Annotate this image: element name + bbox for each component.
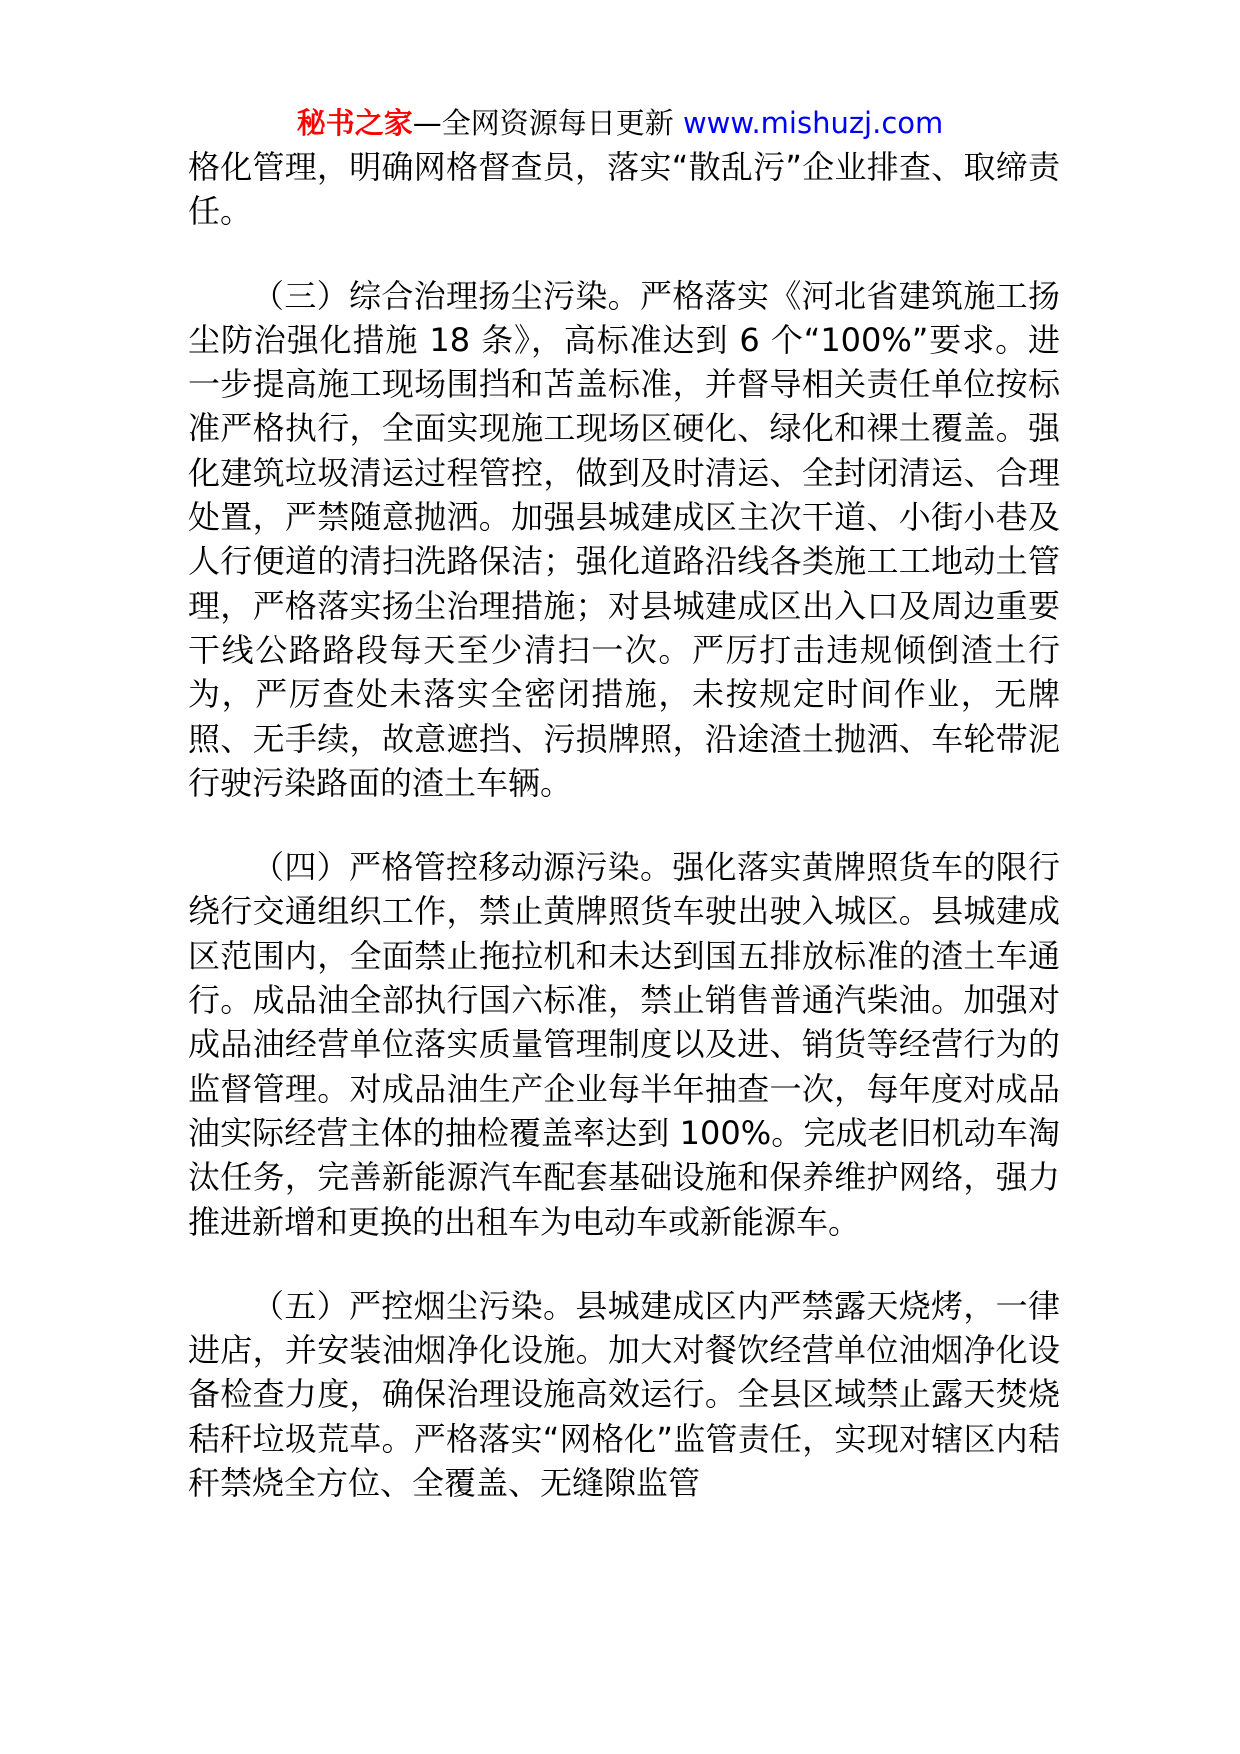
- paragraph-section-5: （五）严控烟尘污染。县城建成区内严禁露天烧烤，一律进店，并安装油烟净化设施。加大对餐饮经营单位油烟净化设备检查力度，确保治理设施高效运行。全县区域禁止露天焚烧秸秆垃圾荒草。严格落实“网格化”监管责任，实现对辖区内秸秆禁烧全方位、全覆盖、无缝隙监管: [188, 1286, 1060, 1503]
- header-tagline: —全网资源每日更新: [412, 106, 683, 140]
- paragraph-continuation: 格化管理，明确网格督查员，落实“散乱污”企业排查、取缔责任。: [188, 148, 1060, 231]
- document-body: [188, 145, 1060, 1505]
- site-header: [0, 102, 1240, 144]
- paragraph-section-4: （四）严格管控移动源污染。强化落实黄牌照货车的限行绕行交通组织工作，禁止黄牌照货车驶出驶入城区。县城建成区范围内，全面禁止拖拉机和未达到国五排放标准的渣土车通行。成品油全部执行国六标准，禁止销售普通汽柴油。加强对成品油经营单位落实质量管理制度以及进、销货等经营行为的监督管理。对成品油生产企业每半年抽查一次，每年度对成品油实际经营主体的抽检覆盖率达到 100%。完成老旧机动车淘汰任务，完善新能源汽车配套基础设施和保养维护网络，强力推进新增和更换的出租车为电动车或新能源车。: [188, 848, 1060, 1241]
- paragraph-section-3: （三）综合治理扬尘污染。严格落实《河北省建筑施工扬尘防治强化措施 18 条》，高标准达到 6 个“100%”要求。进一步提高施工现场围挡和苫盖标准，并督导相关责任单位按标准严格执行，全面实现施工现场区硬化、绿化和裸土覆盖。强化建筑垃圾清运过程管控，做到及时清运、全封闭清运、合理处置，严禁随意抛洒。加强县城建成区主次干道、小街小巷及人行便道的清扫洗路保洁；强化道路沿线各类施工工地动土管理，严格落实扬尘治理措施；对县城建成区出入口及周边重要干线公路路段每天至少清扫一次。严厉打击违规倾倒渣土行为，严厉查处未落实全密闭措施，未按规定时间作业，无牌照、无手续，故意遮挡、污损牌照，沿途渣土抛洒、车轮带泥行驶污染路面的渣土车辆。: [188, 276, 1060, 802]
- site-url-link[interactable]: www.mishuzj.com: [682, 106, 944, 140]
- brand-name: 秘书之家: [296, 106, 413, 140]
